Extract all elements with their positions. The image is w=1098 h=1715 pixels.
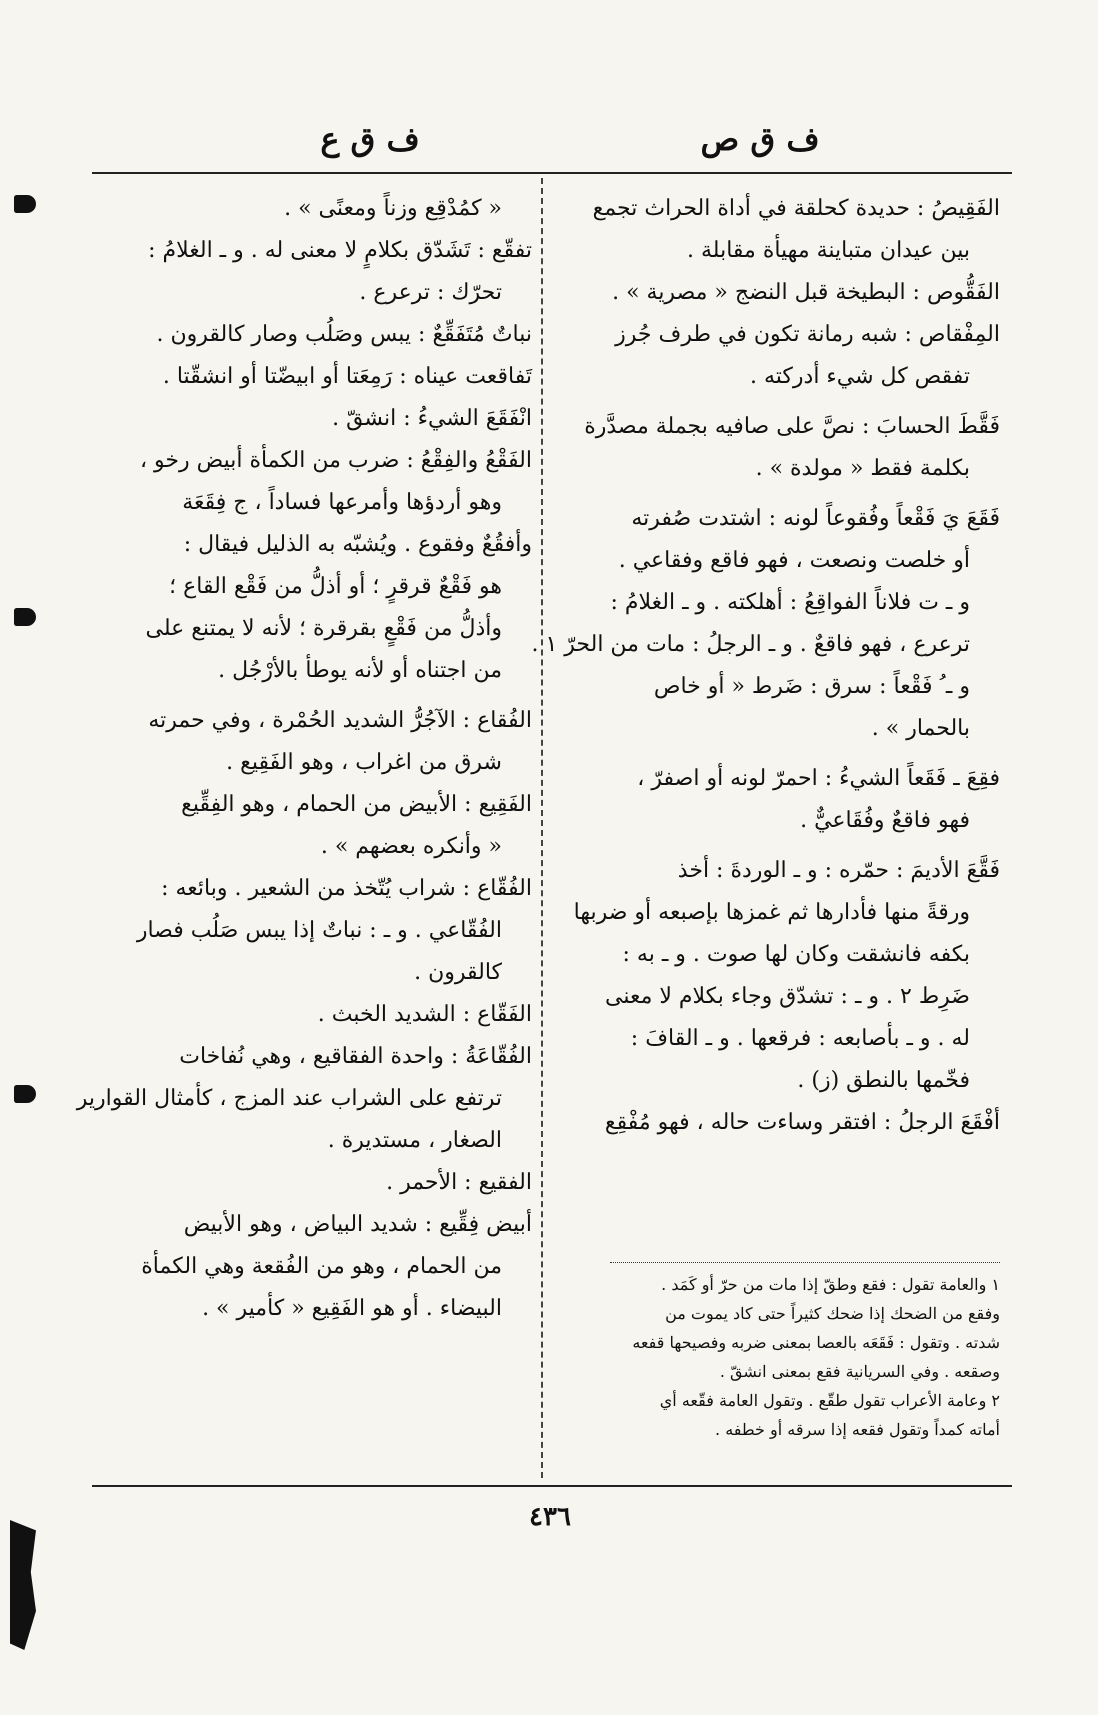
entry-line: الفُقّاع : شراب يُتّخذ من الشعير . وبائعه : [161, 876, 532, 901]
entry-line: المِفْقاص : شبه رمانة تكون في طرف جُرز [615, 322, 1000, 347]
entry-line: أفْقَعَ الرجلُ : افتقر وساءت حاله ، فهو مُفْقِع [604, 1110, 1000, 1135]
entry-line: ترتفع على الشراب عند المزج ، كأمثال القوارير [76, 1086, 502, 1111]
entry-line: وأفقُعٌ وفقوع . ويُشبّه به الذليل فيقال : [183, 532, 532, 557]
thumb-index-mark [14, 608, 36, 626]
scan-edge-mark [10, 1520, 36, 1650]
header-left-root: ف ق ع [320, 120, 420, 158]
footnote-line: وصقعه . وفي السريانية فقع بمعنى انشقّ . [719, 1362, 1000, 1381]
right-column [531, 188, 1000, 1144]
entry-line: تفقّع : تَشَدّق بكلامٍ لا معنى له . و ـ الغلامُ : [148, 238, 532, 263]
entry-line: شرق من اغراب ، وهو الفَقِيع . [226, 750, 502, 775]
entry-line: هو فَقْعٌ قرقرٍ ؛ أو أذلُّ من فَقْع القاع ؛ [169, 574, 502, 599]
entry-line: و ـ ُ فَقْعاً : سرق : ضَرط « أو خاص [653, 674, 970, 699]
entry-line: نباتٌ مُتَفَقِّعٌ : يبس وصَلُب وصار كالقرون . [156, 322, 532, 347]
entry-line: الفَقِيصُ : حديدة كحلقة في أداة الحراث تجمع [592, 196, 1000, 221]
footnote-line: ١ والعامة تقول : فقع وطقّ إذا مات من حرّ أو كَمَد . [661, 1275, 1000, 1294]
entry-line: الفَقْعُ والفِقْعُ : ضرب من الكمأة أبيض رخو ، [139, 448, 532, 473]
thumb-index-mark [14, 1085, 36, 1103]
entry-line: من الحمام ، وهو من الفُقعة وهي الكمأة [141, 1254, 502, 1279]
entry-line: ورقةً منها فأدارها ثم غمزها بإصبعه أو ضربها [573, 900, 970, 925]
page-number: ٤٣٦ [529, 1502, 571, 1532]
entry-line: الصغار ، مستديرة . [327, 1128, 502, 1153]
top-rule [92, 172, 1012, 174]
left-column [76, 188, 532, 1330]
entry-line: فَقَّعَ الأديمَ : حمّره : و ـ الوردةَ : أخذ [677, 858, 1000, 883]
footnote-line: شدته . وتقول : فَقَعَه بالعصا بمعنى ضربه وفصيحها قفعه [632, 1333, 1000, 1352]
entry-line: « وأنكره بعضهم » . [320, 834, 502, 859]
entry-line: الفُقاع : الآجُرُّ الشديد الحُمْرة ، وفي حمرته [148, 708, 532, 733]
entry-line: تفقص كل شيء أدركته . [750, 364, 970, 389]
column-separator [541, 178, 543, 1478]
entry-line: الفُقّاعي . و ـ : نباتٌ إذا يبس صَلُب فصار [136, 918, 502, 943]
entry-line: الفُقّاعَةُ : واحدة الفقاقيع ، وهي نُفاخات [179, 1044, 532, 1069]
entry-line: بالحمار » . [871, 716, 970, 741]
entry-line: فَقَّطَ الحسابَ : نصَّ على صافيه بجملة مصدَّرة [584, 414, 1000, 439]
thumb-index-mark [14, 195, 36, 213]
entry-line: له . و ـ بأصابعه : فرقعها . و ـ القافَ : [630, 1026, 970, 1051]
entry-line: انْفَقَعَ الشيءُ : انشقّ . [332, 406, 532, 431]
entry-line: « كمُدْقِع وزناً ومعنًى » . [284, 196, 502, 221]
footnote-line: ٢ وعامة الأعراب تقول طقّع . وتقول العامة فقّعه أي [659, 1391, 1000, 1410]
entry-line: تحرّك : ترعرع . [359, 280, 502, 305]
entry-line: الفقيع : الأحمر . [386, 1170, 532, 1195]
entry-line: الفَقُّوص : البطيخة قبل النضج « مصرية » . [612, 280, 1000, 305]
entry-line: بكفه فانشقت وكان لها صوت . و ـ به : [622, 942, 970, 967]
entry-line: وهو أردؤها وأمرعها فساداً ، ج فِقَعَة [182, 490, 502, 515]
entry-line: و ـ ت فلاناً الفواقِعُ : أهلكته . و ـ الغلامُ : [610, 590, 970, 615]
header-right-root: ف ق ص [700, 120, 820, 158]
entry-line: بكلمة فقط « مولدة » . [755, 456, 970, 481]
footnote-line: وفقع من الضحك إذا ضحك كثيراً حتى كاد يموت من [665, 1304, 1000, 1323]
entry-line: فهو فاقعٌ وفُقَاعيٌّ . [800, 808, 970, 833]
entry-line: فَقَعَ يَ فَقْعاً وفُقوعاً لونه : اشتدت صُفرته [631, 506, 1000, 531]
entry-line: أبيض فِقِّيع : شديد البياض ، وهو الأبيض [183, 1212, 532, 1237]
entry-line: الفَقّاع : الشديد الخبث . [317, 1002, 532, 1027]
footnote-line: أماته كمداً وتقول فقعه إذا سرقه أو خطفه . [715, 1420, 1000, 1439]
entry-line: فخّمها بالنطق (ز) . [797, 1068, 970, 1093]
entry-line: تَفاقعت عيناه : رَمِعَتا أو ابيضّتا أو انشقّتا . [162, 364, 532, 389]
entry-line: ضَرِط ٢ . و ـ : تشدّق وجاء بكلام لا معنى [605, 984, 970, 1009]
entry-line: الفَقِيع : الأبيض من الحمام ، وهو الفِقِّيع [181, 792, 532, 817]
entry-line: ترعرع ، فهو فاقعٌ . و ـ الرجلُ : مات من الحرّ ١ . [531, 632, 970, 657]
entry-line: كالقرون . [414, 960, 502, 985]
entry-line: بين عيدان متباينة مهيأة مقابلة . [687, 238, 970, 263]
footnotes [560, 1270, 1000, 1444]
bottom-rule [92, 1485, 1012, 1487]
entry-line: فقِعَ ـ فَقَعاً الشيءُ : احمرّ لونه أو اصفرّ ، [637, 766, 1000, 791]
entry-line: أو خلصت ونصعت ، فهو فاقع وفقاعي . [618, 548, 970, 573]
entry-line: البيضاء . أو هو الفَقِيع « كأمير » . [202, 1296, 502, 1321]
entry-line: وأذلُّ من فَقْعٍ بقرقرة ؛ لأنه لا يمتنع على [145, 616, 502, 641]
footnote-rule [610, 1262, 1000, 1263]
entry-line: من اجتناه أو لأنه يوطأ بالأرْجُل . [218, 658, 502, 683]
